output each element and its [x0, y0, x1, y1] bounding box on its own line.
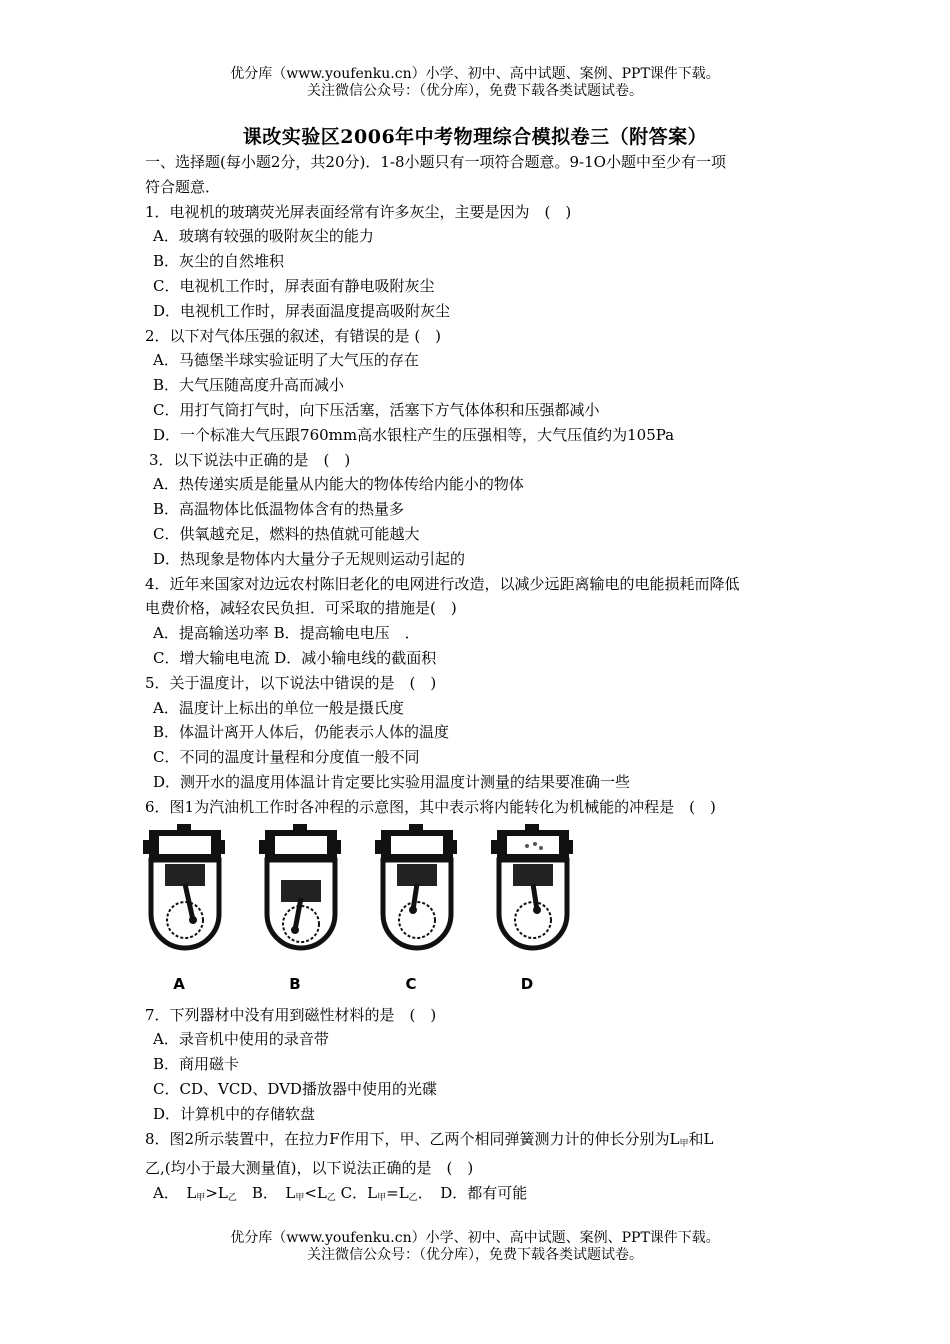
question-8-stem-line-1 [145, 1127, 815, 1157]
q8-opt-a: A． L [153, 1184, 197, 1203]
question-3-option-d: D．热现象是物体内大量分子无规则运动引起的 [153, 549, 466, 568]
question-1-option-d: D．电视机工作时，屏表面温度提高吸附灰尘 [153, 301, 451, 320]
question-5-stem: 5．关于温度计，以下说法中错误的是 ( ) [145, 673, 437, 692]
footer-line-1: 优分库（www.youfenku.cn）小学、初中、高中试题、案例、PPT课件下载。 [230, 1230, 720, 1246]
q8-opt-b-sub-2: 乙 [326, 1193, 336, 1204]
q8-opt-b-rel: <L [304, 1184, 327, 1203]
question-8-stem-line-2: 乙,(均小于最大测量值)，以下说法正确的是 ( ) [145, 1159, 474, 1178]
q8-opt-a-sub-1: 甲 [196, 1193, 206, 1204]
engine-a-label: A [173, 974, 185, 993]
question-5-option-c: C．不同的温度计量程和分度值一般不同 [153, 748, 420, 767]
engine-stroke-c [373, 824, 489, 999]
question-4-stem-line-1: 4．近年来国家对边远农村陈旧老化的电网进行改造，以减少远距离输电的电能损耗而降低 [145, 574, 740, 593]
engine-c-drawing [373, 824, 489, 974]
q8-opt-a-rel: >L [205, 1184, 228, 1203]
question-3-option-c: C．供氧越充足，燃料的热值就可能越大 [153, 524, 420, 543]
section-instruction-line-2: 符合题意． [145, 177, 221, 196]
question-3-option-a: A．热传递实质是能量从内能大的物体传给内能小的物体 [153, 475, 524, 494]
question-2-option-c: C．用打气筒打气时，向下压活塞，活塞下方气体体积和压强都减小 [153, 400, 600, 419]
question-7-option-a: A．录音机中使用的录音带 [153, 1030, 329, 1049]
engine-d-drawing [489, 824, 605, 974]
question-1-option-c: C．电视机工作时，屏表面有静电吸附灰尘 [153, 276, 435, 295]
engine-stroke-d [489, 824, 605, 999]
question-8-options [145, 1181, 815, 1211]
figure-1-engine-strokes [141, 824, 815, 999]
question-7-option-d: D．计算机中的存储软盘 [153, 1104, 316, 1123]
q8-opt-b-sub-1: 甲 [295, 1193, 305, 1204]
question-5-option-b: B．体温计离开人体后，仍能表示人体的温度 [153, 723, 450, 742]
q8-opt-b: B． L [236, 1184, 296, 1203]
q8-line1-part-b: 和L [688, 1129, 714, 1148]
question-2-option-a: A．马德堡半球实验证明了大气压的存在 [153, 351, 419, 370]
q8-opt-c-sub-1: 甲 [377, 1193, 387, 1204]
question-7-stem: 7．下列器材中没有用到磁性材料的是 ( ) [145, 1005, 437, 1024]
question-1-option-b: B．灰尘的自然堆积 [153, 252, 285, 271]
question-2-option-b: B．大气压随高度升高而减小 [153, 376, 345, 395]
header-line-1: 优分库（www.youfenku.cn）小学、初中、高中试题、案例、PPT课件下载。 [230, 66, 720, 82]
question-4-stem-line-2: 电费价格，减轻农民负担．可采取的措施是( ) [145, 599, 457, 618]
question-5-option-a: A．温度计上标出的单位一般是摄氏度 [153, 698, 404, 717]
q8-sub-jia: 甲 [679, 1138, 689, 1149]
engine-b-drawing [257, 824, 373, 974]
q8-opt-c-sub-2: 乙 [408, 1193, 418, 1204]
question-6-stem: 6．图1为汽油机工作时各冲程的示意图，其中表示将内能转化为机械能的冲程是 ( ) [145, 797, 716, 816]
question-7-option-b: B．商用磁卡 [153, 1055, 240, 1074]
engine-a-drawing [141, 824, 257, 974]
footer-line-2: 关注微信公众号：（优分库），免费下载各类试题试卷。 [307, 1247, 643, 1263]
q8-opt-d: ． D．都有可能 [417, 1184, 528, 1203]
engine-c-label: C [405, 974, 417, 993]
question-4-options-ab: A．提高输送功率 B．提高输电电压 ． [153, 624, 420, 643]
question-4-options-cd: C．增大输电电流 D．减小输电线的截面积 [153, 648, 437, 667]
engine-b-label: B [289, 974, 301, 993]
question-3-stem: 3．以下说法中正确的是 ( ) [149, 450, 351, 469]
question-1-stem: 1．电视机的玻璃荧光屏表面经常有许多灰尘，主要是因为 ( ) [145, 202, 572, 221]
engine-d-label: D [520, 974, 534, 993]
page-footer [0, 1230, 950, 1264]
header-line-2: 关注微信公众号：（优分库），免费下载各类试题试卷。 [307, 83, 643, 99]
q8-opt-c-rel: =L [386, 1184, 409, 1203]
question-3-option-b: B．高温物体比低温物体含有的热量多 [153, 500, 405, 519]
question-7-option-c: C．CD、VCD、DVD播放器中使用的光碟 [153, 1079, 437, 1098]
question-2-stem: 2．以下对气体压强的叙述，有错误的是 ( ) [145, 326, 442, 345]
q8-opt-c: C．L [335, 1184, 378, 1203]
page-header [0, 66, 950, 100]
section-instruction-line-1: 一、选择题(每小题2分，共20分)．1-8小题只有一项符合题意。9-1O小题中至少有一项 [145, 153, 726, 171]
exam-body [145, 150, 815, 1211]
engine-stroke-a [141, 824, 257, 999]
q8-opt-a-sub-2: 乙 [227, 1193, 237, 1204]
question-2-option-d: D．一个标准大气压跟760mm高水银柱产生的压强相等，大气压值约为105Pa [153, 425, 675, 444]
question-5-option-d: D．测开水的温度用体温计肯定要比实验用温度计测量的结果要准确一些 [153, 772, 631, 791]
engine-stroke-b [257, 824, 373, 999]
page-title: 课改实验区2006年中考物理综合模拟卷三（附答案） [242, 126, 708, 148]
question-1-option-a: A．玻璃有较强的吸附灰尘的能力 [153, 227, 374, 246]
q8-line1-part-a: 8．图2所示装置中，在拉力F作用下，甲、乙两个相同弹簧测力计的伸长分别为L [145, 1129, 680, 1148]
